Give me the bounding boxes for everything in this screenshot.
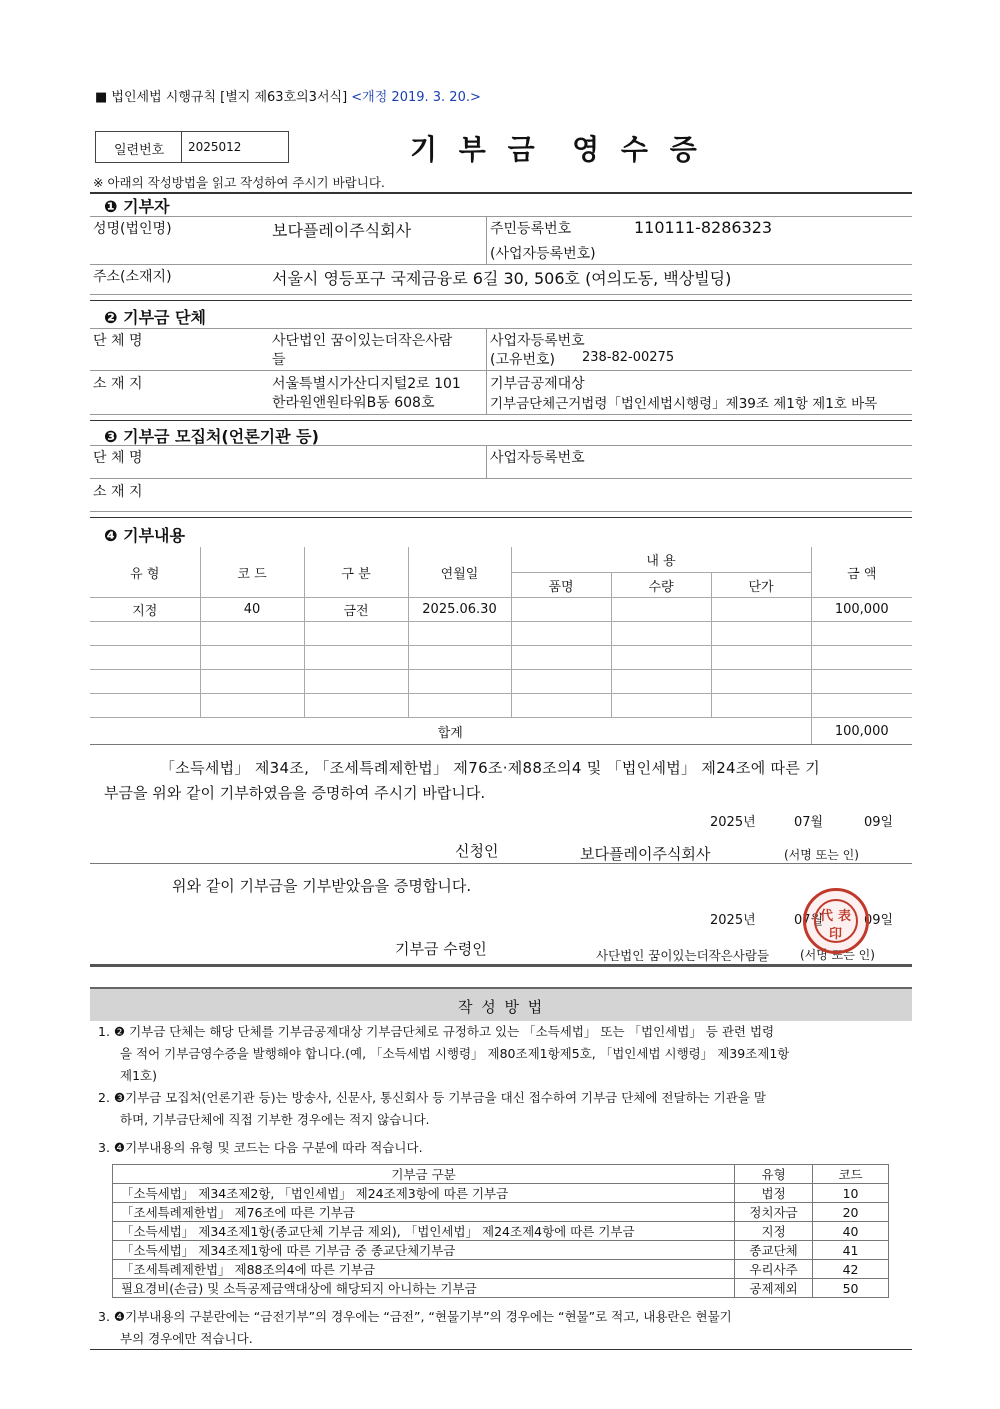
page-title: 기 부 금 영 수 증 [410, 133, 703, 166]
instructions-title: 작 성 방 법 [458, 998, 545, 1016]
section-donor-title: ❶ 기부자 [104, 197, 170, 216]
applicant-value: 보다플레이주식회사 [580, 845, 711, 863]
table-row [113, 1241, 889, 1260]
revision-note: <개정 2019. 3. 20.> [351, 90, 481, 105]
serial-value: 2025012 [188, 140, 242, 154]
code-cell: 종교단체 [735, 1241, 813, 1260]
header-content: 내 용 [511, 547, 811, 573]
confirm-year: 2025년 [710, 913, 756, 928]
code-cell: 공제제외 [735, 1279, 813, 1298]
donation-details-table [90, 547, 912, 745]
code-cell: 우리사주 [735, 1260, 813, 1279]
org-address-value-1: 서울특별시가산디지털2로 101 [272, 376, 461, 392]
header-category: 구 분 [304, 547, 408, 598]
section-details-title: ❹ 기부내용 [104, 526, 185, 545]
table-row [90, 598, 912, 622]
org-eligible-label: 기부금공제대상 [490, 376, 585, 392]
notice-text: ※ 아래의 작성방법을 읽고 작성하여 주시기 바랍니다. [93, 175, 385, 190]
table-row [113, 1222, 889, 1241]
seal-char: 表 [838, 909, 852, 924]
code-cell: 법정 [735, 1184, 813, 1203]
form-reference [95, 86, 481, 105]
code-cell: 정치자금 [735, 1203, 813, 1222]
receiver-value: 사단법인 꿈이있는더작은사람들 [596, 948, 770, 963]
row-code: 40 [200, 598, 304, 622]
donor-address-value: 서울시 영등포구 국제금융로 6길 30, 506호 (여의도동, 백상빌딩) [272, 269, 732, 288]
table-row-empty [90, 694, 912, 718]
declaration-month: 07월 [794, 815, 824, 830]
header-date: 연월일 [408, 547, 511, 598]
table-row [113, 1184, 889, 1203]
org-name-value-2: 들 [272, 352, 286, 368]
org-name-value-1: 사단법인 꿈이있는더작은사람 [272, 333, 453, 349]
code-cell: 41 [813, 1241, 889, 1260]
code-cell: 10 [813, 1184, 889, 1203]
donor-name-label: 성명(법인명) [93, 221, 172, 237]
code-cell: 42 [813, 1260, 889, 1279]
instruction-1-line-3: 제1호) [120, 1068, 157, 1083]
table-row [113, 1260, 889, 1279]
code-cell: 「소득세법」 제34조제2항, 「법인세법」 제24조제3항에 따른 기부금 [113, 1184, 735, 1203]
donor-reg-label-2: (사업자등록번호) [490, 246, 596, 262]
donor-reg-value: 110111-8286323 [634, 218, 773, 237]
instruction-3: 3. ❹기부내용의 유형 및 코드는 다음 구분에 따라 적습니다. [98, 1140, 423, 1155]
row-item [511, 598, 611, 622]
instructions-title-bar [90, 987, 912, 1021]
code-cell: 40 [813, 1222, 889, 1241]
confirm-day: 09일 [864, 913, 894, 928]
form-ref-text: ■ 법인세법 시행규칙 [별지 제63호의3서식] [95, 90, 352, 105]
instruction-4-line-1: 3. ❹기부내용의 구분란에는 “금전기부”의 경우에는 “금전”, “현물기부”의 경우에는 “현물”로 적고, 내용란은 현물기 [98, 1309, 732, 1324]
header-code: 코 드 [200, 547, 304, 598]
code-header-type: 유형 [735, 1165, 813, 1184]
instruction-2 [98, 1087, 906, 1131]
serial-box [95, 131, 289, 163]
code-cell: 20 [813, 1203, 889, 1222]
declaration-text-2: 부금을 위와 같이 기부하였음을 증명하여 주시기 바랍니다. [104, 784, 486, 802]
org-address-value-2: 한라원앤원타워B동 608호 [272, 395, 435, 411]
code-cell: 「소득세법」 제34조제1항(종교단체 기부금 제외), 「법인세법」 제24조제4항에 따른 기부금 [113, 1222, 735, 1241]
donor-name-value: 보다플레이주식회사 [272, 221, 412, 240]
instruction-1-line-2: 을 적어 기부금영수증을 발행해야 합니다.(예, 「소득세법 시행령」 제80조제1항제5호, 「법인세법 시행령」 제39조제1항 [120, 1046, 790, 1061]
instruction-1 [98, 1021, 906, 1087]
official-seal-stamp [803, 888, 869, 954]
code-cell: 필요경비(손금) 및 소득공제금액대상에 해당되지 아니하는 기부금 [113, 1279, 735, 1298]
row-qty [611, 598, 711, 622]
declaration-text-1: 「소득세법」 제34조, 「조세특례제한법」 제76조·제88조의4 및 「법인세법」 제24조에 따른 기 [160, 759, 820, 777]
serial-label: 일련번호 [114, 143, 165, 158]
declaration-year: 2025년 [710, 815, 756, 830]
org-eligible-value: 기부금단체근거법령「법인세법시행령」제39조 제1항 제1호 바목 [490, 396, 878, 412]
receiver-label: 기부금 수령인 [395, 940, 487, 958]
instruction-2-line-2: 하며, 기부금단체에 직접 기부한 경우에는 적지 않습니다. [120, 1112, 430, 1127]
org-biz-label: 사업자등록번호 [490, 333, 585, 349]
table-row-empty [90, 670, 912, 694]
seal-char: 代 [820, 909, 834, 924]
header-type: 유 형 [90, 547, 200, 598]
instruction-1-line-1: 1. ❷ 기부금 단체는 해당 단체를 기부금공제대상 기부금단체로 규정하고 있는 「소득세법」 또는 「법인세법」 등 관련 법령 [98, 1024, 775, 1039]
confirm-text: 위와 같이 기부금을 기부받았음을 증명합니다. [172, 877, 472, 895]
agent-address-label: 소 재 지 [93, 484, 143, 500]
table-row-empty [90, 622, 912, 646]
org-name-label: 단 체 명 [93, 333, 143, 349]
code-header-code: 코드 [813, 1165, 889, 1184]
header-amount: 금 액 [811, 547, 912, 598]
org-biz-label-2: (고유번호) [490, 352, 556, 368]
table-row-empty [90, 646, 912, 670]
header-unit: 단가 [711, 573, 811, 598]
row-amount: 100,000 [811, 598, 912, 622]
row-unit [711, 598, 811, 622]
table-row [113, 1279, 889, 1298]
row-type: 지정 [90, 598, 200, 622]
section-agent-title: ❸ 기부금 모집처(언론기관 등) [104, 427, 319, 446]
confirm-month: 07월 [794, 913, 824, 928]
table-row [113, 1203, 889, 1222]
instruction-4-line-2: 부의 경우에만 적습니다. [120, 1331, 253, 1346]
row-date: 2025.06.30 [408, 598, 511, 622]
total-value: 100,000 [811, 718, 912, 745]
receiver-sign-hint: (서명 또는 인) [800, 948, 875, 962]
org-biz-value: 238-82-00275 [582, 350, 675, 365]
seal-char: 印 [829, 927, 843, 942]
donor-address-label: 주소(소재지) [93, 269, 172, 285]
applicant-label: 신청인 [455, 842, 499, 860]
code-header-category: 기부금 구분 [113, 1165, 735, 1184]
agent-name-label: 단 체 명 [93, 450, 143, 466]
row-category: 금전 [304, 598, 408, 622]
donation-code-table [112, 1164, 889, 1298]
code-cell: 지정 [735, 1222, 813, 1241]
code-cell: 50 [813, 1279, 889, 1298]
code-cell: 「조세특례제한법」 제88조의4에 따른 기부금 [113, 1260, 735, 1279]
agent-biz-label: 사업자등록번호 [490, 450, 585, 466]
code-cell: 「소득세법」 제34조제1항에 따른 기부금 중 종교단체기부금 [113, 1241, 735, 1260]
header-qty: 수량 [611, 573, 711, 598]
total-label: 합계 [90, 718, 811, 745]
donor-reg-label: 주민등록번호 [490, 221, 572, 237]
declaration-day: 09일 [864, 815, 894, 830]
header-item: 품명 [511, 573, 611, 598]
instruction-4 [98, 1306, 906, 1350]
instruction-2-line-1: 2. ❸기부금 모집처(언론기관 등)는 방송사, 신문사, 통신회사 등 기부금을 대신 접수하여 기부금 단체에 전달하는 기관을 말 [98, 1090, 766, 1105]
applicant-sign-hint: (서명 또는 인) [784, 848, 859, 862]
section-org-title: ❷ 기부금 단체 [104, 308, 206, 327]
code-cell: 「조세특례제한법」 제76조에 따른 기부금 [113, 1203, 735, 1222]
org-address-label: 소 재 지 [93, 376, 143, 392]
